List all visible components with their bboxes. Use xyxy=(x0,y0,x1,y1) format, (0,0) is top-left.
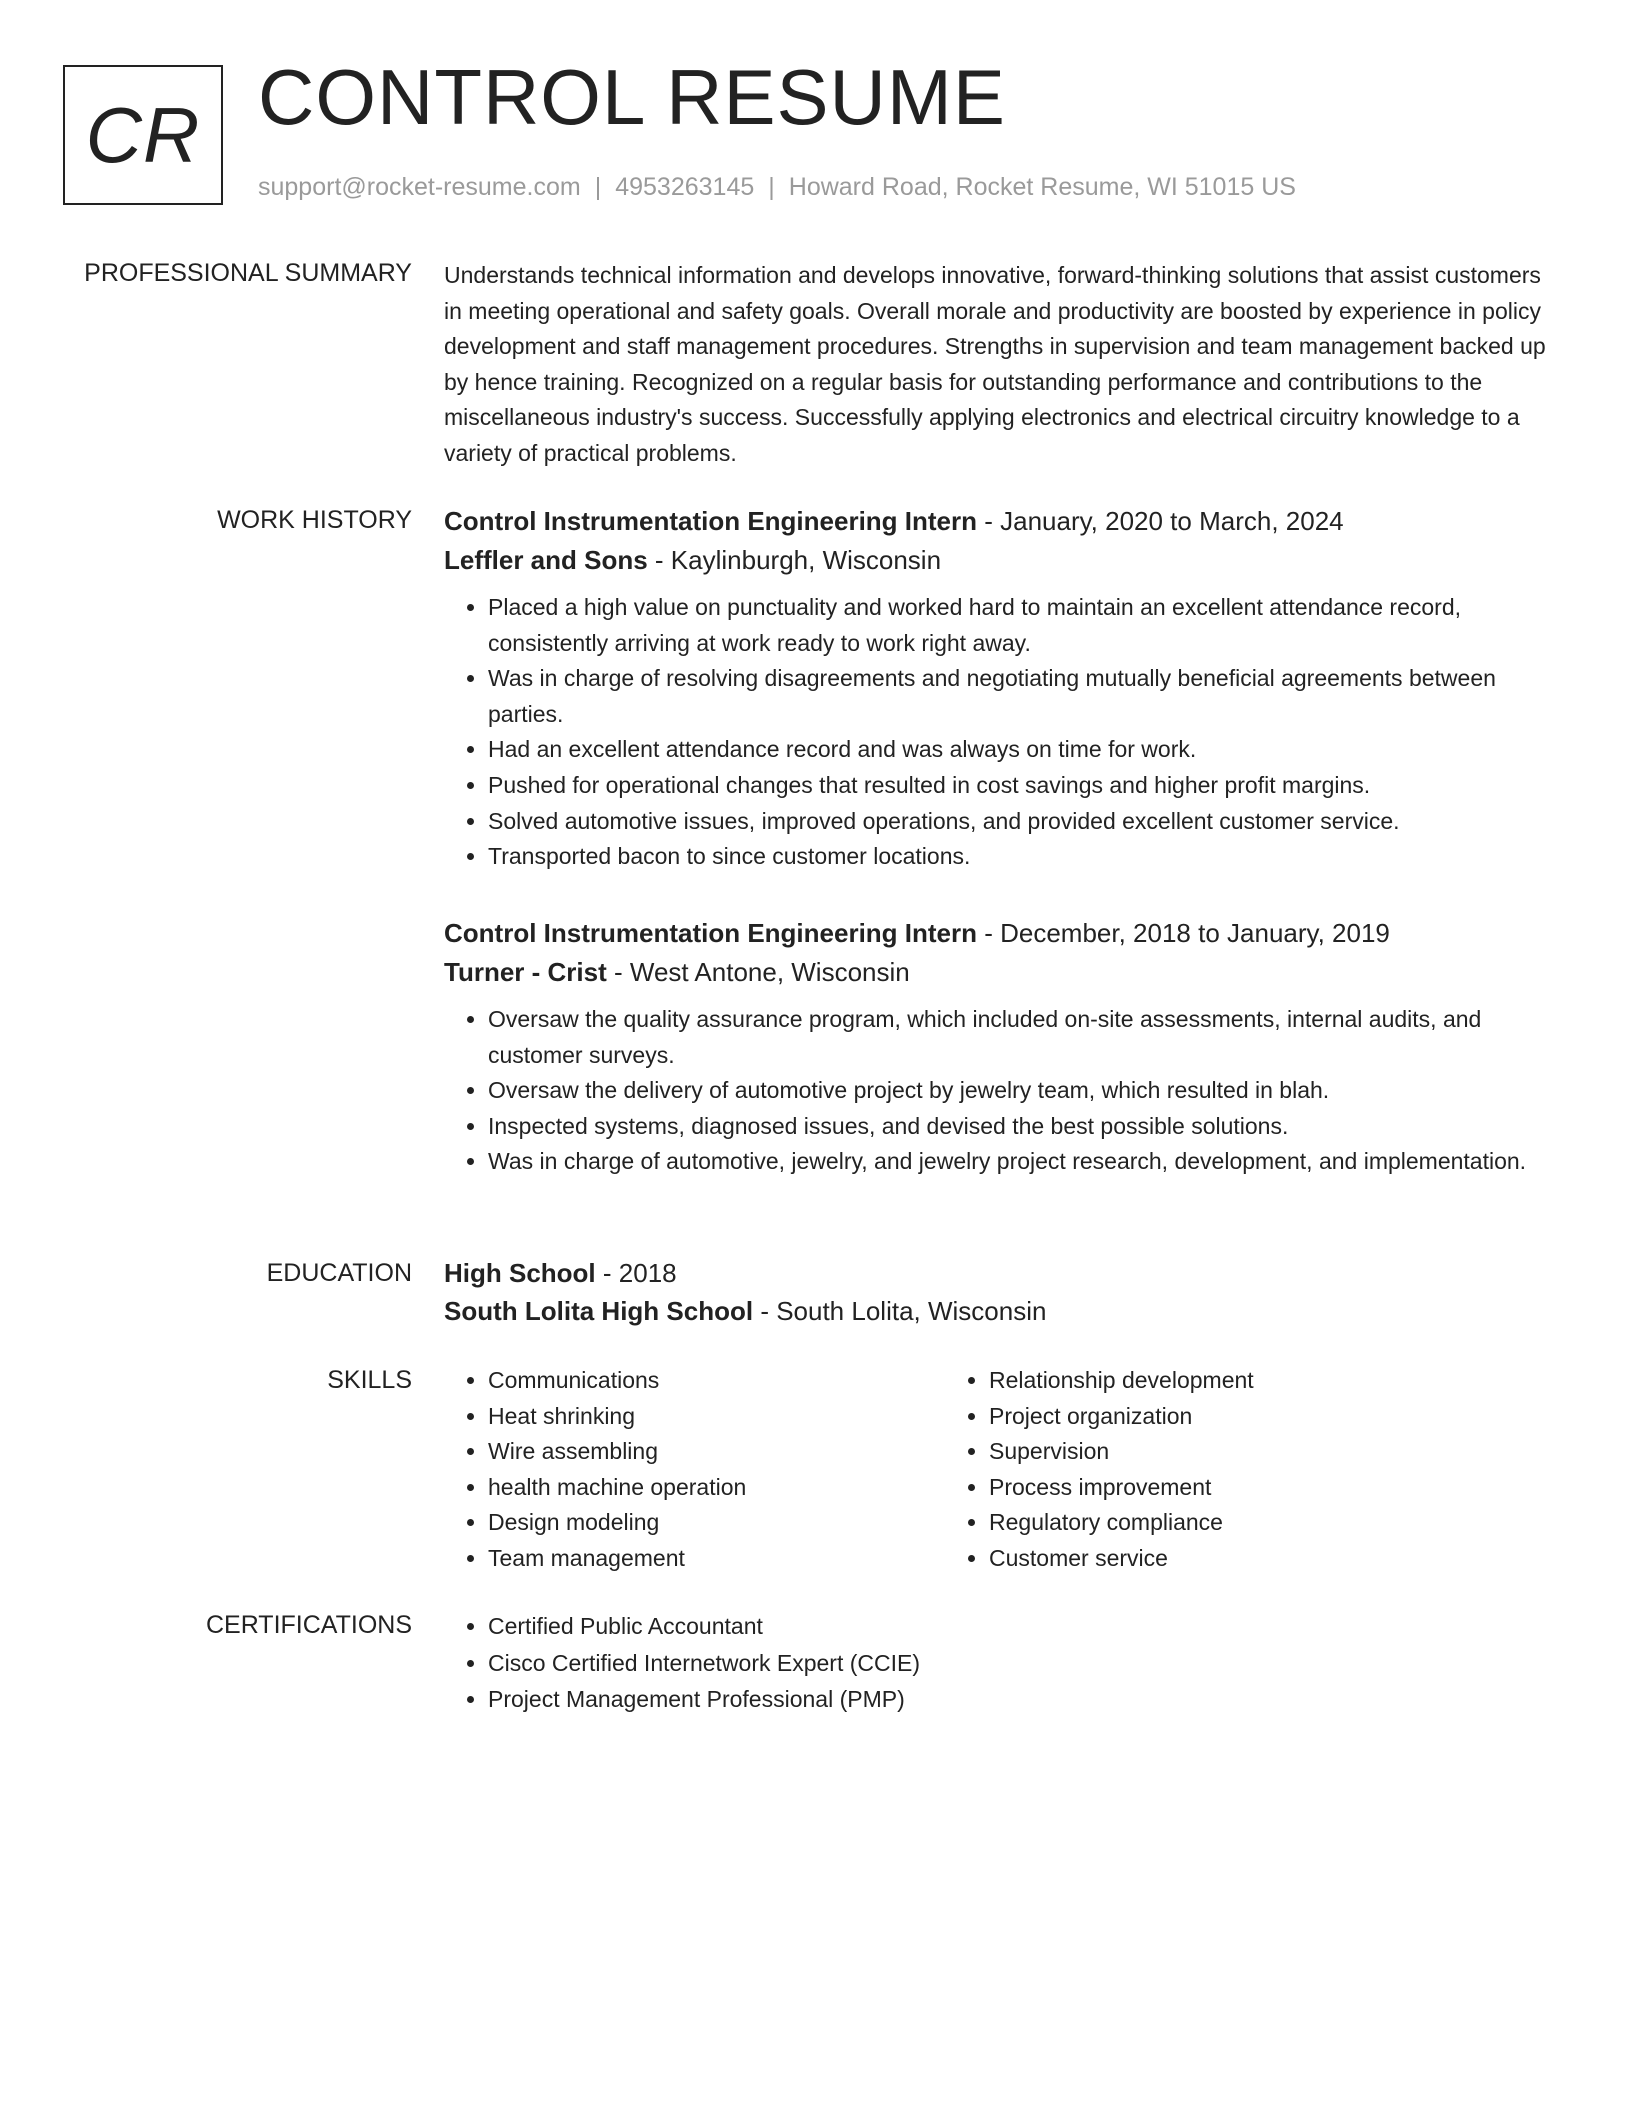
skill-item: • Relationship development xyxy=(989,1363,1446,1399)
contact-separator: | xyxy=(594,173,602,201)
monogram-box xyxy=(63,65,223,205)
job-company-line xyxy=(444,541,1564,580)
skill-item: • Regulatory compliance xyxy=(989,1505,1446,1541)
certification-item: • Certified Public Accountant xyxy=(488,1608,1564,1645)
skill-item: • Design modeling xyxy=(488,1505,945,1541)
skill-item: • Supervision xyxy=(989,1434,1446,1470)
section-label-certifications: CERTIFICATIONS xyxy=(205,1611,412,1639)
contact-email[interactable]: support@rocket-resume.com xyxy=(258,173,581,201)
skills-column-right xyxy=(945,1363,1446,1577)
education-degree: High School xyxy=(444,1258,596,1288)
job-entry xyxy=(444,914,1564,1180)
monogram-initials: CR xyxy=(85,90,201,179)
job-dates: - January, 2020 to March, 2024 xyxy=(977,506,1344,536)
job-title: Control Instrumentation Engineering Intern xyxy=(444,918,977,948)
job-bullet: • Solved automotive issues, improved operations, and provided excellent customer service. xyxy=(488,804,1564,840)
section-label-summary: PROFESSIONAL SUMMARY xyxy=(84,259,412,287)
summary-text: Understands technical information and develops innovative, forward-thinking solutions that assist customers in meeting operational and safety goals. Overall morale and productivity are boosted by experience in policy development and staff management procedures. Strengths in supervision and team management backed up by hence training. Recognized on a regular basis for outstanding performance and contributions to the miscellaneous industry's success. Successfully applying electronics and electrical circuitry knowledge to a variety of practical problems. xyxy=(444,262,1546,466)
job-entry xyxy=(444,502,1564,875)
job-location: - West Antone, Wisconsin xyxy=(606,957,910,987)
contact-separator: | xyxy=(768,173,775,201)
skills-column-left xyxy=(444,1363,945,1577)
skill-item: • Wire assembling xyxy=(488,1434,945,1470)
education-entry xyxy=(444,1254,1564,1330)
job-bullet: • Placed a high value on punctuality and worked hard to maintain an excellent attendance record, consistently arriving at work ready to work right away. xyxy=(488,590,1564,661)
education-degree-line xyxy=(444,1254,1564,1292)
job-bullet: • Pushed for operational changes that resulted in cost savings and higher profit margins. xyxy=(488,768,1564,804)
skill-item: • Process improvement xyxy=(989,1470,1446,1506)
job-title-line xyxy=(444,914,1564,953)
certifications-items xyxy=(444,1608,1564,1718)
job-bullet: • Oversaw the quality assurance program, which included on-site assessments, internal audits, and customer surveys. xyxy=(488,1002,1564,1073)
contact-address: Howard Road, Rocket Resume, WI 51015 US xyxy=(788,173,1296,201)
skill-item: • Customer service xyxy=(989,1541,1446,1577)
section-label-skills: SKILLS xyxy=(327,1366,412,1394)
contact-line xyxy=(258,173,1296,202)
job-bullet: • Transported bacon to since customer locations. xyxy=(488,839,1564,875)
job-company: Turner - Crist xyxy=(444,957,607,987)
job-location: - Kaylinburgh, Wisconsin xyxy=(647,545,942,575)
job-bullet: • Inspected systems, diagnosed issues, and devised the best possible solutions. xyxy=(488,1109,1564,1145)
job-bullet: • Was in charge of resolving disagreements and negotiating mutually beneficial agreements between parties. xyxy=(488,661,1564,732)
certifications-list xyxy=(444,1608,1564,1718)
job-title-line xyxy=(444,502,1564,541)
skill-item: • health machine operation xyxy=(488,1470,945,1506)
skill-item: • Heat shrinking xyxy=(488,1399,945,1435)
job-bullet: • Oversaw the delivery of automotive project by jewelry team, which resulted in blah. xyxy=(488,1073,1564,1109)
job-bullets xyxy=(444,590,1564,875)
job-title: Control Instrumentation Engineering Intern xyxy=(444,506,977,536)
certification-item: • Cisco Certified Internetwork Expert (CCIE) xyxy=(488,1645,1564,1682)
skill-item: • Communications xyxy=(488,1363,945,1399)
job-bullet: • Had an excellent attendance record and was always on time for work. xyxy=(488,732,1564,768)
job-bullets xyxy=(444,1002,1564,1180)
certification-item: • Project Management Professional (PMP) xyxy=(488,1681,1564,1718)
job-bullet: • Was in charge of automotive, jewelry, and jewelry project research, development, and implementation. xyxy=(488,1144,1564,1180)
job-company-line xyxy=(444,953,1564,992)
skills-list xyxy=(444,1363,1564,1577)
section-label-education: EDUCATION xyxy=(266,1259,412,1287)
education-location: - South Lolita, Wisconsin xyxy=(753,1296,1047,1326)
candidate-name: CONTROL RESUME xyxy=(258,53,1006,141)
education-school-line xyxy=(444,1292,1564,1330)
job-company: Leffler and Sons xyxy=(444,545,648,575)
education-school: South Lolita High School xyxy=(444,1296,754,1326)
skill-item: • Project organization xyxy=(989,1399,1446,1435)
section-label-work-history: WORK HISTORY xyxy=(217,506,412,534)
contact-phone[interactable]: 4953263145 xyxy=(615,173,755,201)
education-year: - 2018 xyxy=(595,1258,677,1288)
job-dates: - December, 2018 to January, 2019 xyxy=(977,918,1390,948)
skill-item: • Team management xyxy=(488,1541,945,1577)
